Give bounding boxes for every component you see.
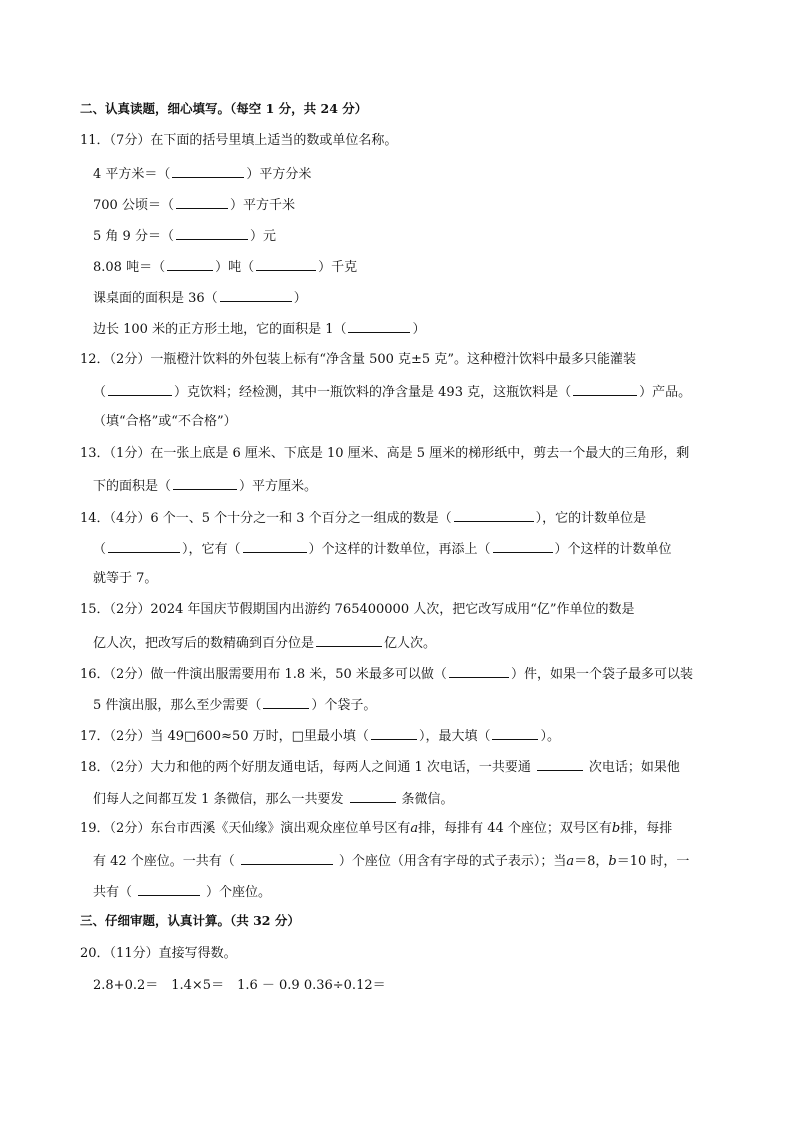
answer-blank[interactable] xyxy=(138,883,200,896)
question-11-stem: 11．（7分）在下面的括号里填上适当的数或单位名称。 xyxy=(80,133,398,148)
answer-blank[interactable] xyxy=(348,320,410,333)
text: 们每人之间都互发 1 条微信，那么一共要发 xyxy=(93,792,344,807)
text: ）产品。 xyxy=(639,385,692,400)
text: ）个这样的计数单位 xyxy=(554,542,672,557)
question-12-line-3: （填“合格”或“不合格”） xyxy=(93,414,237,429)
q11-item-2 xyxy=(93,196,295,212)
text: ＝10 时，一 xyxy=(616,854,690,869)
answer-blank[interactable] xyxy=(167,258,213,271)
variable-a: a xyxy=(410,821,419,836)
question-19-line-2 xyxy=(93,852,689,868)
answer-blank[interactable] xyxy=(220,289,292,302)
text: 8.08 吨＝（ xyxy=(93,260,166,275)
question-16-line-1 xyxy=(80,665,693,681)
text: ） xyxy=(412,322,426,337)
variable-a: a xyxy=(566,854,575,869)
text: 有 42 个座位。一共有（ xyxy=(93,854,235,869)
q11-item-4 xyxy=(93,258,357,274)
text: 条微信。 xyxy=(401,792,454,807)
question-15-line-1: 15．（2分）2024 年国庆节假期国内出游约 765400000 人次，把它改写成用“亿”作单位的数是 xyxy=(80,602,635,617)
text: 次电话；如果他 xyxy=(588,760,680,775)
text: ）。 xyxy=(540,729,560,744)
question-20-stem: 20．（11分）直接写得数。 xyxy=(80,946,237,961)
text: ）件，如果一个袋子最多可以装 xyxy=(510,667,693,682)
answer-blank[interactable] xyxy=(316,634,382,647)
answer-blank[interactable] xyxy=(454,509,534,522)
answer-blank[interactable] xyxy=(537,758,583,771)
text: ） xyxy=(293,291,307,306)
question-14-line-2 xyxy=(93,540,672,556)
text: ）吨（ xyxy=(215,260,255,275)
question-13-line-1: 13．（1分）在一张上底是 6 厘米、下底是 10 厘米、高是 5 厘米的梯形纸中，剪去一个最大的三角形，剩 xyxy=(80,446,690,461)
text: 共有（ xyxy=(93,885,133,900)
text: 亿人次，把改写后的数精确到百分位是 xyxy=(93,636,315,651)
text: ）平方分米 xyxy=(246,167,312,182)
section-heading-2: 二、认真读题，细心填写。（每空 1 分，共 24 分） xyxy=(80,101,368,116)
text: 亿人次。 xyxy=(384,636,437,651)
answer-blank[interactable] xyxy=(493,540,553,553)
question-18-line-2 xyxy=(93,790,454,806)
answer-blank[interactable] xyxy=(176,196,228,209)
text: 700 公顷＝（ xyxy=(93,198,174,213)
variable-b: b xyxy=(611,821,621,836)
text: 4 平方米＝（ xyxy=(93,167,171,182)
text: 19．（2分）东台市西溪《天仙缘》演出观众座位单号区有 xyxy=(80,821,411,836)
question-12-line-1: 12．（2分）一瓶橙汁饮料的外包装上标有“净含量 500 克±5 克”。这种橙汁饮料中最多只能灌装 xyxy=(80,352,636,367)
question-17-line-1 xyxy=(80,727,560,743)
text: 边长 100 米的正方形土地，它的面积是 1（ xyxy=(93,322,347,337)
text: ＝8， xyxy=(574,854,609,869)
text: ）千克 xyxy=(318,260,358,275)
text: 14．（4分）6 个一、5 个十分之一和 3 个百分之一组成的数是（ xyxy=(80,511,452,526)
question-16-line-2 xyxy=(93,696,376,712)
text: 18．（2分）大力和他的两个好朋友通电话，每两人之间通 1 次电话，一共要通 xyxy=(80,760,531,775)
question-15-line-2 xyxy=(93,634,436,650)
section-heading-3: 三、仔细审题，认真计算。（共 32 分） xyxy=(80,913,300,928)
question-20-calculations: 2.8+0.2＝ 1.4×5＝ 1.6 － 0.9 0.36÷0.12＝ xyxy=(93,978,386,993)
text: ），它有（ xyxy=(182,542,241,557)
text: ）个这样的计数单位，再添上（ xyxy=(308,542,491,557)
text: 5 角 9 分＝（ xyxy=(93,229,174,244)
text: （ xyxy=(93,542,107,557)
q11-item-5 xyxy=(93,289,307,305)
answer-blank[interactable] xyxy=(241,852,333,865)
question-19-line-1 xyxy=(80,821,672,837)
answer-blank[interactable] xyxy=(492,727,538,740)
q11-item-1 xyxy=(93,165,311,181)
text: 排，每排 xyxy=(620,821,673,836)
text: ）平方千米 xyxy=(229,198,295,213)
answer-blank[interactable] xyxy=(173,477,237,490)
answer-blank[interactable] xyxy=(108,540,180,553)
question-19-line-3 xyxy=(93,883,271,899)
answer-blank[interactable] xyxy=(108,383,172,396)
answer-blank[interactable] xyxy=(176,227,248,240)
answer-blank[interactable] xyxy=(573,383,637,396)
answer-blank[interactable] xyxy=(243,540,307,553)
q11-item-6 xyxy=(93,320,426,336)
text: ）个座位（用含有字母的式子表示）；当 xyxy=(338,854,567,869)
text: ）个袋子。 xyxy=(311,698,377,713)
text: （ xyxy=(93,385,107,400)
text: 课桌面的面积是 36（ xyxy=(93,291,218,306)
answer-blank[interactable] xyxy=(371,727,417,740)
text: 17．（2分）当 49□600≈50 万时，□里最小填（ xyxy=(80,729,369,744)
answer-blank[interactable] xyxy=(172,165,244,178)
question-12-line-2 xyxy=(93,383,691,399)
answer-blank[interactable] xyxy=(350,790,396,803)
text: ）个座位。 xyxy=(206,885,272,900)
question-18-line-1 xyxy=(80,758,680,774)
text: ），它的计数单位是 xyxy=(535,511,647,526)
text: ）平方厘米。 xyxy=(239,479,318,494)
text: 下的面积是（ xyxy=(93,479,172,494)
text: ）元 xyxy=(249,229,276,244)
answer-blank[interactable] xyxy=(449,665,509,678)
question-13-line-2 xyxy=(93,477,317,493)
q11-item-3 xyxy=(93,227,276,243)
text: ），最大填（ xyxy=(418,729,491,744)
text: 16．（2分）做一件演出服需要用布 1.8 米，50 米最多可以做（ xyxy=(80,667,447,682)
answer-blank[interactable] xyxy=(263,696,309,709)
text: ）克饮料；经检测，其中一瓶饮料的净含量是 493 克，这瓶饮料是（ xyxy=(174,385,572,400)
text: 5 件演出服，那么至少需要（ xyxy=(93,698,262,713)
text: 排，每排有 44 个座位；双号区有 xyxy=(418,821,612,836)
answer-blank[interactable] xyxy=(256,258,316,271)
question-14-line-1 xyxy=(80,509,646,525)
variable-b: b xyxy=(608,854,617,869)
question-14-line-3: 就等于 7。 xyxy=(93,571,158,586)
